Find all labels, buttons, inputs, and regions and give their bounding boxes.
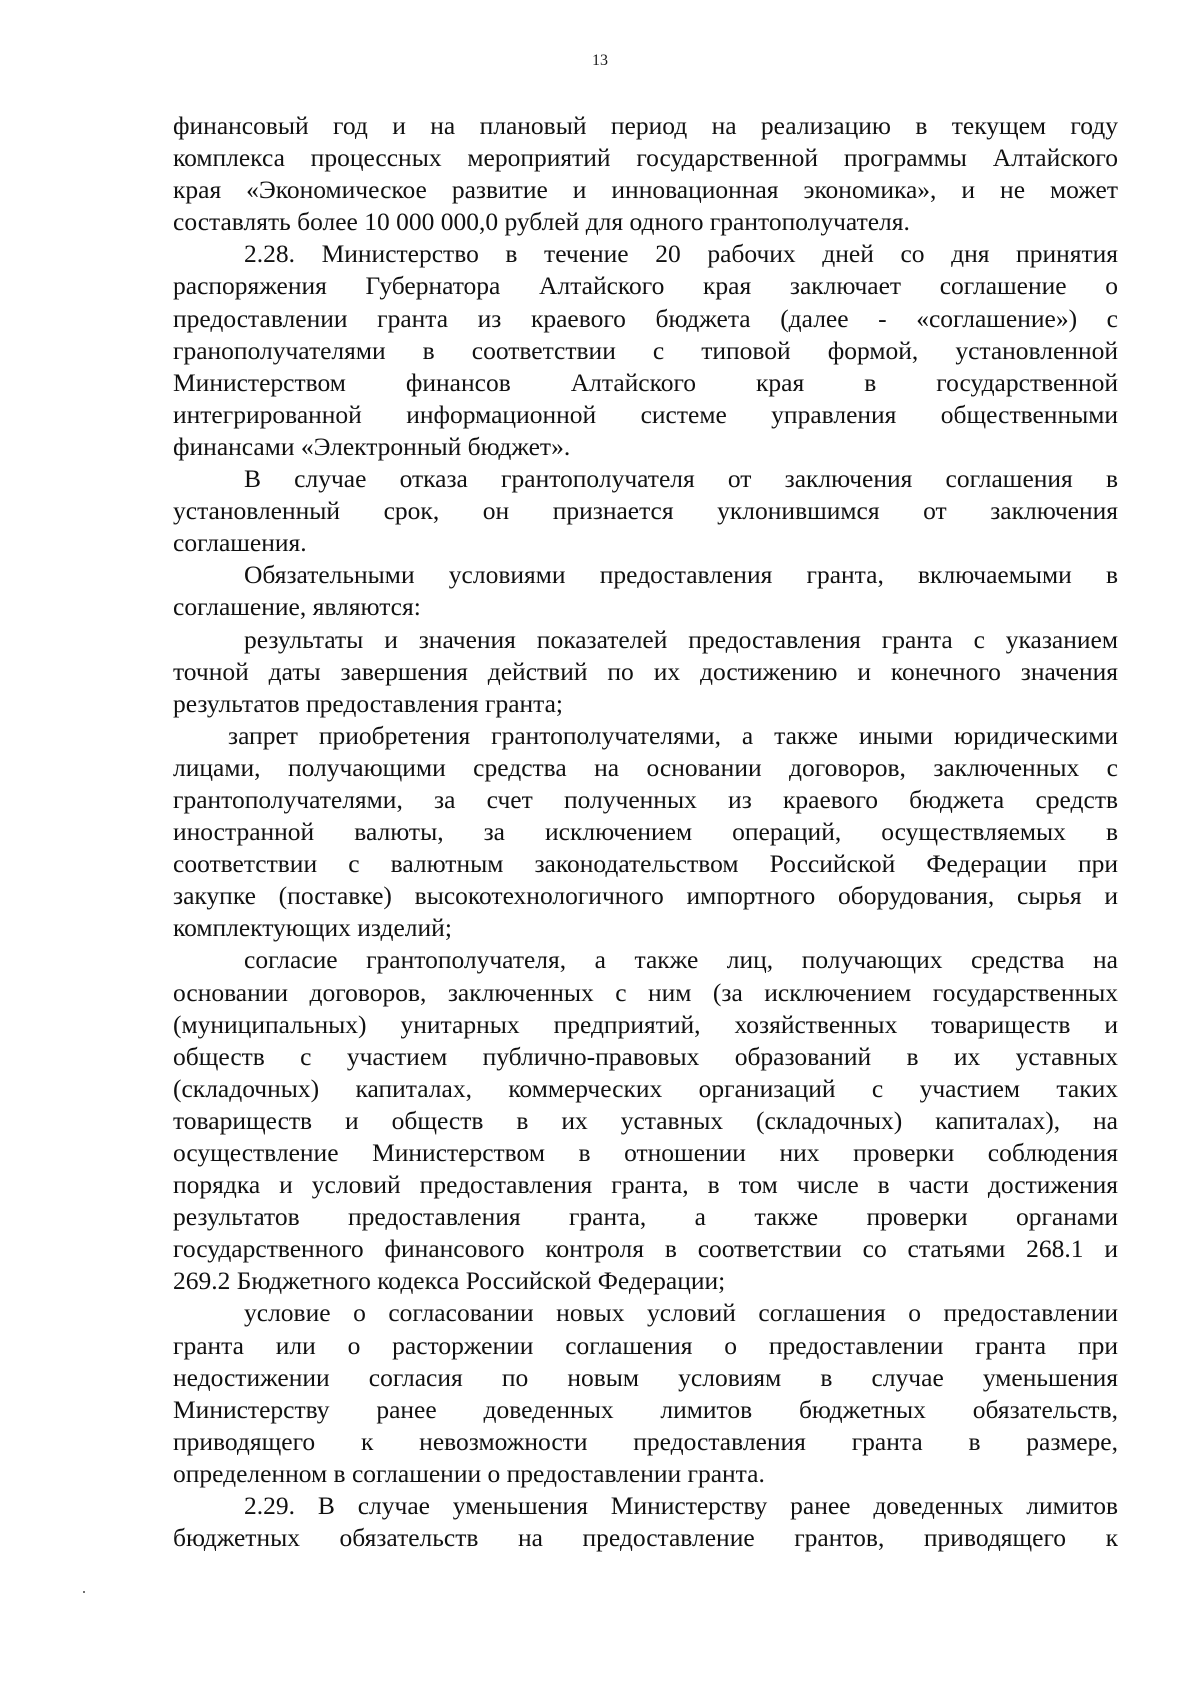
- text-line: финансами «Электронный бюджет».: [173, 431, 571, 461]
- text-line: результатов предоставления гранта, а также проверки органами: [173, 1202, 1118, 1232]
- text-line: 2.29. В случае уменьшения Министерству ранее доведенных лимитов: [244, 1491, 1118, 1521]
- text-line: основании договоров, заключенных с ним (за исключением государственных: [173, 977, 1118, 1007]
- text-line: Министерством финансов Алтайского края в государственной: [173, 367, 1118, 397]
- text-line: определенном в соглашении о предоставлении гранта.: [173, 1458, 765, 1488]
- text-line: бюджетных обязательств на предоставление грантов, приводящего к: [173, 1523, 1118, 1553]
- text-line: обществ с участием публично-правовых образований в их уставных: [173, 1041, 1118, 1071]
- text-line: результатов предоставления гранта;: [173, 688, 564, 718]
- text-line: гранополучателями в соответствии с типовой формой, установленной: [173, 335, 1118, 365]
- text-line: (складочных) капиталах, коммерческих организаций с участием таких: [173, 1073, 1118, 1103]
- text-line: комплекса процессных мероприятий государственной программы Алтайского: [173, 143, 1118, 173]
- text-line: запрет приобретения грантополучателями, а также иными юридическими: [228, 720, 1118, 750]
- text-line: соглашения.: [173, 528, 307, 558]
- page-number: 13: [592, 52, 608, 69]
- text-line: закупке (поставке) высокотехнологичного импортного оборудования, сырья и: [173, 881, 1118, 911]
- text-line: (муниципальных) унитарных предприятий, хозяйственных товариществ и: [173, 1009, 1118, 1039]
- text-line: государственного финансового контроля в соответствии со статьями 268.1 и: [173, 1234, 1118, 1264]
- text-line: края «Экономическое развитие и инновационная экономика», и не может: [173, 175, 1118, 205]
- text-line: результаты и значения показателей предоставления гранта с указанием: [244, 624, 1118, 654]
- text-line: приводящего к невозможности предоставления гранта в размере,: [173, 1426, 1118, 1456]
- text-line: В случае отказа грантополучателя от заключения соглашения в: [244, 464, 1118, 494]
- text-line: порядка и условий предоставления гранта, в том числе в части достижения: [173, 1170, 1118, 1200]
- text-line: Министерству ранее доведенных лимитов бюджетных обязательств,: [173, 1394, 1118, 1424]
- text-line: финансовый год и на плановый период на реализацию в текущем году: [173, 111, 1118, 140]
- text-line: соглашение, являются:: [173, 592, 421, 622]
- text-line: 2.28. Министерство в течение 20 рабочих дней со дня принятия: [244, 239, 1118, 269]
- text-line: предоставлении гранта из краевого бюджета (далее - «соглашение») с: [173, 303, 1118, 333]
- text-line: согласие грантополучателя, а также лиц, получающих средства на: [244, 945, 1118, 975]
- text-line: грантополучателями, за счет полученных из краевого бюджета средств: [173, 784, 1118, 814]
- text-line: товариществ и обществ в их уставных (складочных) капиталах), на: [173, 1105, 1118, 1135]
- text-line: иностранной валюты, за исключением операций, осуществляемых в: [173, 817, 1118, 847]
- text-line: комплектующих изделий;: [173, 913, 452, 943]
- scan-speck: [83, 1591, 85, 1593]
- text-line: гранта или о расторжении соглашения о предоставлении гранта при: [173, 1330, 1118, 1360]
- text-line: недостижении согласия по новым условиям в случае уменьшения: [173, 1362, 1118, 1392]
- text-line: интегрированной информационной системе управления общественными: [173, 399, 1118, 429]
- text-line: точной даты завершения действий по их достижению и конечного значения: [173, 656, 1118, 686]
- text-line: установленный срок, он признается уклонившимся от заключения: [173, 496, 1118, 526]
- text-line: осуществление Министерством в отношении них проверки соблюдения: [173, 1138, 1118, 1167]
- text-line: 269.2 Бюджетного кодекса Российской Федерации;: [173, 1266, 726, 1296]
- text-line: Обязательными условиями предоставления гранта, включаемыми в: [244, 560, 1118, 590]
- document-body: [173, 110, 1118, 1554]
- text-line: составлять более 10 000 000,0 рублей для одного грантополучателя.: [173, 207, 910, 237]
- text-line: распоряжения Губернатора Алтайского края заключает соглашение о: [173, 271, 1118, 301]
- text-line: лицами, получающими средства на основании договоров, заключенных с: [173, 752, 1118, 782]
- text-line: условие о согласовании новых условий соглашения о предоставлении: [244, 1298, 1118, 1328]
- text-line: соответствии с валютным законодательством Российской Федерации при: [173, 849, 1118, 879]
